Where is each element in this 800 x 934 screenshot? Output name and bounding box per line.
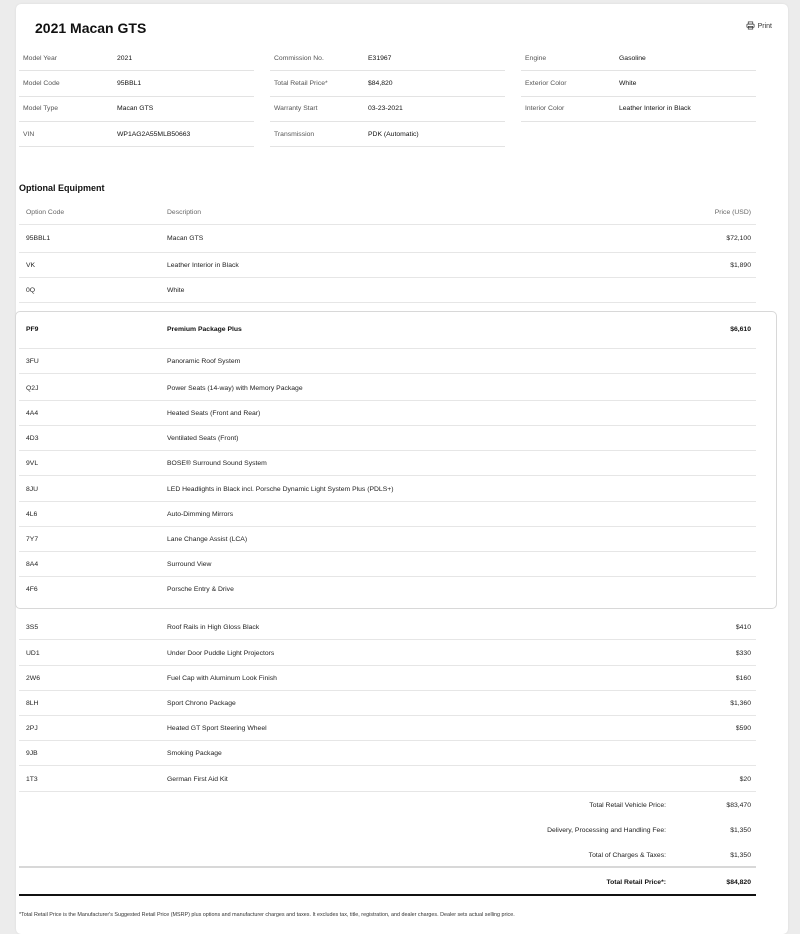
spec-value: White — [619, 79, 637, 87]
spec-value: 03-23-2021 — [368, 105, 403, 113]
option-code: 95BBL1 — [26, 235, 51, 242]
option-price: $6,610 — [730, 326, 751, 333]
option-code: 1T3 — [26, 775, 38, 783]
option-description: Heated Seats (Front and Rear) — [167, 409, 261, 417]
option-price: $590 — [735, 724, 751, 732]
option-price: $330 — [735, 649, 751, 657]
option-code: 9JB — [26, 749, 38, 757]
option-price: $72,100 — [726, 235, 751, 242]
option-description: Under Door Puddle Light Projectors — [167, 649, 275, 657]
table-row — [19, 552, 756, 577]
option-description: Surround View — [167, 560, 212, 568]
option-code: VK — [26, 261, 36, 269]
spec-model-year — [19, 46, 254, 71]
table-row — [19, 691, 756, 716]
table-row — [19, 401, 756, 426]
option-price: $1,890 — [730, 261, 751, 269]
option-price: $160 — [735, 674, 751, 682]
option-code: 4L6 — [26, 510, 38, 518]
option-description: Fuel Cap with Aluminum Look Finish — [167, 674, 277, 682]
option-description: Porsche Entry & Drive — [167, 586, 234, 593]
option-description: Heated GT Sport Steering Wheel — [167, 724, 267, 732]
summary-total-retail-price — [19, 873, 756, 891]
summary-vehicle-price — [19, 796, 756, 814]
spec-value: PDK (Automatic) — [368, 130, 419, 138]
option-code: UD1 — [26, 649, 40, 657]
table-row — [19, 426, 756, 451]
spec-value: Gasoline — [619, 54, 646, 62]
table-row — [19, 225, 756, 253]
spec-engine — [521, 46, 756, 71]
summary-label: Delivery, Processing and Handling Fee: — [547, 826, 666, 834]
spec-value: E31967 — [368, 54, 392, 62]
spec-total-retail-price — [270, 71, 505, 96]
table-row — [19, 278, 756, 303]
spec-value: Leather Interior in Black — [619, 105, 691, 113]
spec-label: Total Retail Price* — [274, 79, 328, 87]
printer-icon — [746, 21, 755, 32]
option-code: 4A4 — [26, 409, 39, 417]
summary-value: $83,470 — [726, 801, 751, 809]
option-description: Premium Package Plus — [167, 326, 242, 333]
option-description: Roof Rails in High Gloss Black — [167, 623, 260, 631]
option-code: 8LH — [26, 699, 39, 707]
column-header-option-code: Option Code — [26, 209, 65, 216]
option-code: 4F6 — [26, 586, 38, 593]
table-row — [19, 666, 756, 691]
table-row — [19, 502, 756, 527]
option-code: 8JU — [26, 485, 39, 493]
option-description: White — [167, 286, 185, 294]
table-row — [19, 311, 756, 349]
spec-model-type — [19, 97, 254, 122]
spec-interior-color — [521, 97, 756, 122]
spec-vin — [19, 122, 254, 147]
table-row — [19, 615, 756, 640]
spec-commission-no — [270, 46, 505, 71]
spec-exterior-color — [521, 71, 756, 96]
option-description: LED Headlights in Black incl. Porsche Dynamic Light System Plus (PDLS+) — [167, 485, 394, 493]
table-row — [19, 376, 756, 401]
option-description: Power Seats (14-way) with Memory Package — [167, 384, 303, 392]
table-row — [19, 577, 756, 602]
option-code: 2PJ — [26, 724, 38, 732]
option-code: PF9 — [26, 326, 39, 333]
option-description: Panoramic Roof System — [167, 357, 241, 365]
summary-label: Total Retail Price*: — [606, 878, 666, 886]
page-title: 2021 Macan GTS — [35, 20, 147, 36]
total-divider — [19, 894, 756, 896]
summary-value: $1,350 — [730, 826, 751, 834]
option-code: 9VL — [26, 459, 39, 467]
table-row — [19, 527, 756, 552]
spec-label: VIN — [23, 130, 35, 138]
summary-charges-taxes — [19, 846, 756, 864]
specs-column-2 — [270, 46, 505, 147]
footnote: *Total Retail Price is the Manufacturer's Suggested Retail Price (MSRP) plus options and manufacturer charges and taxes. It excludes tax, title, registration, and dealer charges. Dealer sets actual selling price. — [19, 912, 515, 918]
spec-model-code — [19, 71, 254, 96]
option-description: Auto-Dimming Mirrors — [167, 510, 234, 518]
spec-value: $84,820 — [368, 79, 393, 87]
table-row — [19, 477, 756, 502]
spec-value: WP1AG2A55MLB50663 — [117, 130, 191, 138]
option-code: Q2J — [26, 384, 39, 392]
option-code: 3FU — [26, 357, 39, 365]
option-code: 3S5 — [26, 623, 39, 631]
column-header-description: Description — [167, 209, 201, 216]
option-code: 8A4 — [26, 560, 39, 568]
spec-label: Transmission — [274, 130, 315, 138]
summary-delivery-fee — [19, 821, 756, 839]
summary-divider — [19, 866, 756, 868]
spec-label: Model Type — [23, 105, 59, 113]
option-description: BOSE® Surround Sound System — [167, 459, 267, 467]
print-label: Print — [757, 23, 772, 30]
summary-value: $84,820 — [726, 878, 751, 886]
spec-label: Engine — [525, 54, 547, 62]
table-header-row — [19, 201, 756, 225]
option-description: Macan GTS — [167, 235, 204, 242]
optional-equipment-title: Optional Equipment — [19, 183, 105, 193]
option-code: 0Q — [26, 286, 36, 294]
option-description: Lane Change Assist (LCA) — [167, 535, 248, 543]
specs-column-1 — [19, 46, 254, 147]
option-description: Leather Interior in Black — [167, 261, 239, 269]
spec-warranty-start — [270, 97, 505, 122]
table-row — [19, 716, 756, 741]
spec-transmission — [270, 122, 505, 147]
spec-value: 95BBL1 — [117, 79, 142, 87]
option-description: Ventilated Seats (Front) — [167, 434, 239, 442]
table-row — [19, 349, 756, 374]
option-code: 2W6 — [26, 674, 40, 682]
summary-label: Total of Charges & Taxes: — [588, 851, 666, 859]
summary-label: Total Retail Vehicle Price: — [589, 801, 666, 809]
option-price: $410 — [735, 623, 751, 631]
option-code: 4D3 — [26, 434, 39, 442]
table-row — [19, 767, 756, 792]
table-row — [19, 451, 756, 476]
spec-value: Macan GTS — [117, 105, 154, 113]
table-row — [19, 641, 756, 666]
option-description: Smoking Package — [167, 749, 222, 757]
option-code: 7Y7 — [26, 535, 39, 543]
spec-value: 2021 — [117, 54, 133, 62]
spec-label: Commission No. — [274, 54, 324, 62]
option-description: German First Aid Kit — [167, 775, 228, 783]
option-price: $20 — [739, 775, 751, 783]
option-price: $1,360 — [730, 699, 751, 707]
table-row — [19, 741, 756, 766]
spec-label: Model Code — [23, 79, 60, 87]
summary-value: $1,350 — [730, 851, 751, 859]
spec-label: Model Year — [23, 54, 58, 62]
spec-label: Warranty Start — [274, 105, 318, 113]
spec-label: Exterior Color — [525, 79, 567, 87]
table-row — [19, 253, 756, 278]
print-button[interactable] — [746, 21, 772, 32]
option-description: Sport Chrono Package — [167, 699, 236, 707]
spec-label: Interior Color — [525, 105, 565, 113]
column-header-price: Price (USD) — [714, 209, 751, 216]
specs-column-3 — [521, 46, 756, 122]
